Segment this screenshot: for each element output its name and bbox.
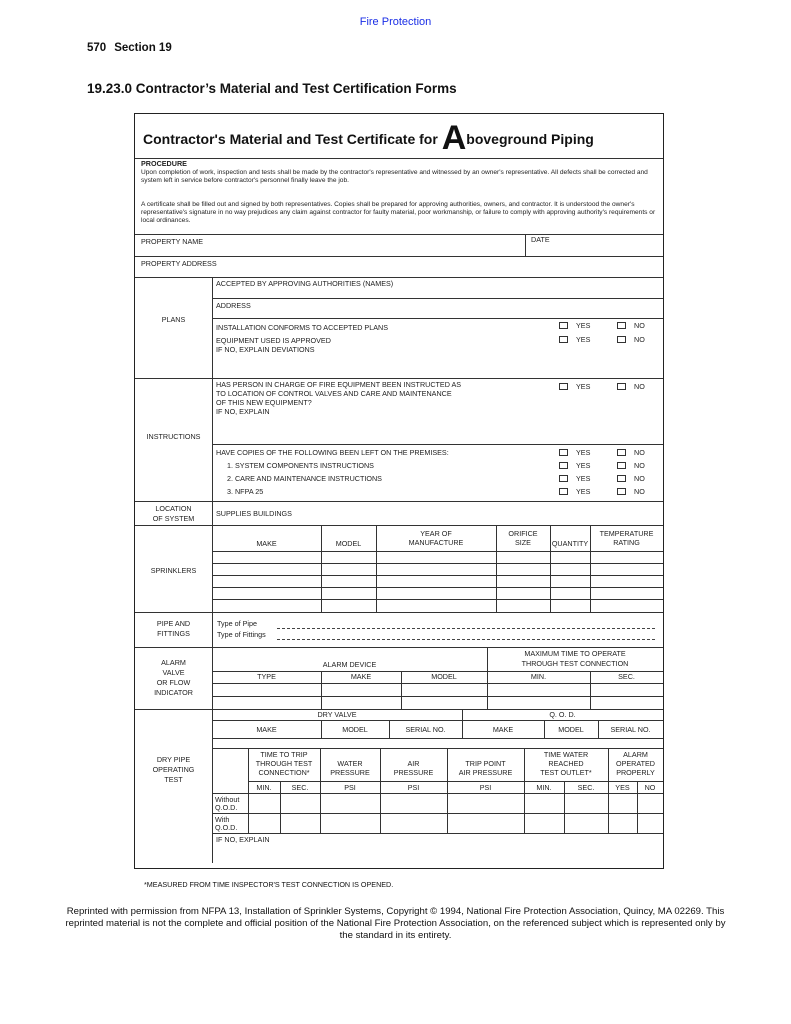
- divider: [380, 748, 381, 833]
- divider: [321, 525, 322, 612]
- instructions-item-3: 3. NFPA 25: [227, 487, 264, 496]
- instructions-item3-yes-checkbox[interactable]: [559, 488, 568, 495]
- col-year-l2: MANUFACTURE: [408, 538, 464, 547]
- divider: [321, 720, 322, 738]
- alarm-label-l1: ALARM: [161, 658, 186, 667]
- type-of-pipe-field[interactable]: [277, 628, 655, 629]
- plans-q3: IF NO, EXPLAIN DEVIATIONS: [216, 345, 315, 354]
- divider: [590, 525, 591, 612]
- dv-col-make: MAKE: [256, 725, 277, 734]
- instructions-q1-l3: OF THIS NEW EQUIPMENT?: [216, 398, 312, 407]
- certificate-text: A certificate shall be filled out and signed by both representatives. Copies shall be prepared for approving authorities, owners, and contractor. It is understood the owner's representative's signature in no way prejudices any claim against contractor for faulty material, poor workmanship, or failure to comply with approving authority's requirements or local ordinances.: [141, 201, 656, 225]
- ttt-min: MIN.: [256, 783, 272, 792]
- twr-l1: TIME WATER: [543, 750, 589, 759]
- qod-col-make: MAKE: [492, 725, 514, 734]
- table-row[interactable]: [212, 748, 663, 749]
- trip-l1: TRIP POINT: [465, 759, 506, 768]
- property-address-field[interactable]: PROPERTY ADDRESS: [141, 259, 217, 268]
- ao-yes: YES: [615, 783, 630, 792]
- divider: [447, 748, 448, 833]
- divider: [135, 256, 663, 257]
- divider: [608, 748, 609, 833]
- qod-header: Q. O. D.: [549, 710, 576, 719]
- instructions-item-1: 1. SYSTEM COMPONENTS INSTRUCTIONS: [227, 461, 374, 470]
- plans-q1: INSTALLATION CONFORMS TO ACCEPTED PLANS: [216, 323, 388, 332]
- fire-protection-link[interactable]: Fire Protection: [359, 16, 432, 28]
- divider: [212, 444, 663, 445]
- water-l2: PRESSURE: [330, 768, 370, 777]
- no-label: NO: [634, 448, 645, 457]
- instructions-q1-l4: IF NO, EXPLAIN: [216, 407, 270, 416]
- divider: [248, 781, 663, 782]
- pipe-label-l2: FITTINGS: [157, 629, 190, 638]
- plans-label: PLANS: [161, 315, 186, 324]
- divider: [320, 748, 321, 833]
- max-time-l1: MAXIMUM TIME TO OPERATE: [524, 649, 626, 658]
- dry-label-l2: OPERATING: [152, 765, 195, 774]
- alarm-label-l2: VALVE: [162, 668, 185, 677]
- instructions-q1-no-checkbox[interactable]: [617, 383, 626, 390]
- divider: [321, 671, 322, 709]
- instructions-q2-yes-checkbox[interactable]: [559, 449, 568, 456]
- dry-explain-field[interactable]: IF NO, EXPLAIN: [216, 835, 270, 844]
- form-title-big-letter: A: [441, 119, 467, 157]
- divider: [135, 525, 663, 526]
- yes-label: YES: [576, 461, 591, 470]
- table-row[interactable]: [212, 575, 663, 576]
- dry-label-l3: TEST: [164, 775, 183, 784]
- divider: [212, 551, 663, 552]
- col-make: MAKE: [256, 539, 277, 548]
- divider: [212, 720, 663, 721]
- yes-label: YES: [576, 382, 591, 391]
- dv-col-serial: SERIAL NO.: [405, 725, 446, 734]
- divider: [524, 748, 525, 833]
- divider: [212, 318, 663, 319]
- divider: [212, 738, 663, 739]
- yes-label: YES: [576, 487, 591, 496]
- alarm-col-make: MAKE: [350, 672, 372, 681]
- divider: [544, 720, 545, 738]
- plans-q1-yes-checkbox[interactable]: [559, 322, 568, 329]
- instructions-item-2: 2. CARE AND MAINTENANCE INSTRUCTIONS: [227, 474, 382, 483]
- divider: [212, 683, 663, 684]
- divider: [637, 781, 638, 833]
- divider: [496, 525, 497, 612]
- twr-sec: SEC.: [577, 783, 595, 792]
- instructions-item3-no-checkbox[interactable]: [617, 488, 626, 495]
- divider: [135, 277, 663, 278]
- type-of-fittings-field[interactable]: [277, 639, 655, 640]
- alarm-col-min: MIN.: [530, 672, 547, 681]
- qod-col-serial: SERIAL NO.: [610, 725, 651, 734]
- divider: [487, 647, 488, 709]
- ttt-l1: TIME TO TRIP: [260, 750, 308, 759]
- table-row[interactable]: [212, 563, 663, 564]
- instructions-q1-l1: HAS PERSON IN CHARGE OF FIRE EQUIPMENT BEEN INSTRUCTED AS: [216, 380, 462, 389]
- form-title: [143, 119, 594, 157]
- alarm-col-model: MODEL: [431, 672, 457, 681]
- no-label: NO: [634, 321, 645, 330]
- divider: [590, 671, 591, 709]
- col-year-l1: YEAR OF: [420, 529, 452, 538]
- with-qod-l1: With: [215, 815, 230, 824]
- divider: [135, 234, 663, 235]
- instructions-q2-no-checkbox[interactable]: [617, 449, 626, 456]
- certificate-form: [134, 113, 664, 869]
- date-field[interactable]: DATE: [531, 235, 550, 244]
- divider: [389, 720, 390, 738]
- property-name-field[interactable]: PROPERTY NAME: [141, 237, 204, 246]
- form-title-start: Contractor's Material and Test Certificate for: [143, 131, 442, 147]
- twr-l3: TEST OUTLET*: [540, 768, 592, 777]
- instructions-q1-l2: TO LOCATION OF CONTROL VALVES AND CARE AND MAINTENANCE: [216, 389, 452, 398]
- reprint-credit: Reprinted with permission from NFPA 13, Installation of Sprinkler Systems, Copyright © 1994, National Fire Protection Association, Quincy, MA 02269. This reprinted material is not the complete and official position of the National Fire Protection Association, on the referenced subject which is represented only by the standard in its entirety.: [65, 906, 726, 941]
- qod-col-model: MODEL: [558, 725, 584, 734]
- col-quantity: QUANTITY: [551, 539, 589, 548]
- dry-label-l1: DRY PIPE: [156, 755, 191, 764]
- divider: [525, 234, 526, 256]
- table-row[interactable]: [212, 587, 663, 588]
- water-l1: WATER: [337, 759, 363, 768]
- instructions-item2-no-checkbox[interactable]: [617, 475, 626, 482]
- ao-l1: ALARM: [623, 750, 648, 759]
- trip-psi: PSI: [479, 783, 492, 792]
- plans-q1-no-checkbox[interactable]: [617, 322, 626, 329]
- divider: [135, 647, 663, 648]
- alarm-label-l4: INDICATOR: [154, 688, 193, 697]
- with-qod-l2: Q.O.D.: [215, 823, 238, 832]
- col-orifice-l1: ORIFICE: [508, 529, 538, 538]
- dry-valve-header: DRY VALVE: [317, 710, 357, 719]
- plans-q2: EQUIPMENT USED IS APPROVED: [216, 336, 331, 345]
- divider: [376, 525, 377, 612]
- ao-no: NO: [644, 783, 656, 792]
- supplies-buildings-field[interactable]: SUPPLIES BUILDINGS: [216, 509, 292, 518]
- table-row[interactable]: [212, 599, 663, 600]
- footnote: *MEASURED FROM TIME INSPECTOR'S TEST CONNECTION IS OPENED.: [144, 880, 394, 889]
- air-psi: PSI: [407, 783, 420, 792]
- alarm-col-sec: SEC.: [618, 672, 635, 681]
- divider: [550, 525, 551, 612]
- location-label-l2: OF SYSTEM: [152, 514, 195, 523]
- plans-q2-no-checkbox[interactable]: [617, 336, 626, 343]
- type-of-pipe-label: Type of Pipe: [217, 619, 257, 628]
- type-of-fittings-label: Type of Fittings: [217, 630, 266, 639]
- instructions-q1-yes-checkbox[interactable]: [559, 383, 568, 390]
- divider: [564, 781, 565, 833]
- air-l1: AIR: [407, 759, 420, 768]
- twr-min: MIN.: [536, 783, 552, 792]
- divider: [135, 612, 663, 613]
- without-qod-l1: Without: [215, 795, 240, 804]
- page-number: 570: [87, 42, 107, 54]
- divider: [401, 671, 402, 709]
- trip-l2: AIR PRESSURE: [458, 768, 513, 777]
- divider: [135, 158, 663, 159]
- col-model: MODEL: [335, 539, 362, 548]
- divider: [280, 781, 281, 833]
- divider: [212, 833, 663, 834]
- ttt-l3: CONNECTION*: [258, 768, 310, 777]
- form-title-end: boveground Piping: [466, 131, 594, 147]
- table-row[interactable]: [212, 696, 663, 697]
- instructions-item1-yes-checkbox[interactable]: [559, 462, 568, 469]
- instructions-item2-yes-checkbox[interactable]: [559, 475, 568, 482]
- without-qod-l2: Q.O.D.: [215, 803, 238, 812]
- divider: [212, 277, 213, 863]
- divider: [135, 501, 663, 502]
- plans-address-field[interactable]: ADDRESS: [216, 301, 251, 310]
- divider: [248, 748, 249, 833]
- procedure-text: Upon completion of work, inspection and tests shall be made by the contractor's representative and witnessed by an owner's representative. All defects shall be corrected and system left in service before contractor's personnel finally leave the job.: [141, 169, 648, 185]
- yes-label: YES: [576, 474, 591, 483]
- water-psi: PSI: [344, 783, 356, 792]
- ttt-l2: THROUGH TEST: [255, 759, 313, 768]
- section-label: Section 19: [114, 42, 172, 54]
- ttt-sec: SEC.: [291, 783, 309, 792]
- divider: [135, 378, 663, 379]
- instructions-item1-no-checkbox[interactable]: [617, 462, 626, 469]
- ao-l2: OPERATED: [615, 759, 655, 768]
- section-title: 19.23.0 Contractor’s Material and Test Certification Forms: [87, 81, 457, 96]
- pipe-label-l1: PIPE AND: [156, 619, 191, 628]
- instructions-q2: HAVE COPIES OF THE FOLLOWING BEEN LEFT ON THE PREMISES:: [216, 448, 449, 457]
- yes-label: YES: [576, 448, 591, 457]
- yes-label: YES: [576, 335, 591, 344]
- divider: [135, 709, 663, 710]
- no-label: NO: [634, 382, 645, 391]
- max-time-l2: THROUGH TEST CONNECTION: [521, 659, 629, 668]
- alarm-col-type: TYPE: [257, 672, 276, 681]
- yes-label: YES: [576, 321, 591, 330]
- plans-q2-yes-checkbox[interactable]: [559, 336, 568, 343]
- col-temp-l1: TEMPERATURE: [599, 529, 654, 538]
- divider: [212, 298, 663, 299]
- instructions-label: INSTRUCTIONS: [146, 432, 201, 441]
- sprinklers-label: SPRINKLERS: [150, 566, 197, 575]
- no-label: NO: [634, 335, 645, 344]
- no-label: NO: [634, 487, 645, 496]
- divider: [598, 720, 599, 738]
- col-temp-l2: RATING: [613, 538, 640, 547]
- no-label: NO: [634, 461, 645, 470]
- dv-col-model: MODEL: [342, 725, 368, 734]
- procedure-heading: PROCEDURE: [141, 159, 187, 168]
- twr-l2: REACHED: [548, 759, 584, 768]
- alarm-device-header: ALARM DEVICE: [322, 660, 377, 669]
- accepted-by-field[interactable]: ACCEPTED BY APPROVING AUTHORITIES (NAMES): [216, 279, 394, 288]
- alarm-label-l3: OR FLOW: [156, 678, 191, 687]
- no-label: NO: [634, 474, 645, 483]
- col-orifice-l2: SIZE: [515, 538, 531, 547]
- air-l2: PRESSURE: [393, 768, 434, 777]
- location-label-l1: LOCATION: [155, 504, 192, 513]
- ao-l3: PROPERLY: [616, 768, 655, 777]
- page-label: [87, 42, 172, 54]
